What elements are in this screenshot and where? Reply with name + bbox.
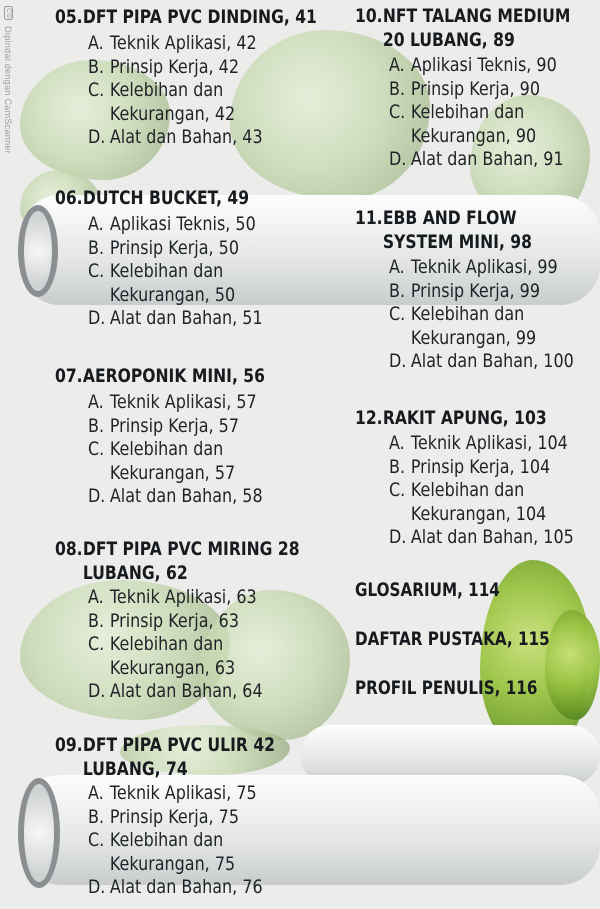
toc-chapter-11: [355, 206, 600, 374]
toc-item: A. Teknik Aplikasi, 57: [88, 391, 257, 413]
toc-item: C. Kelebihan dan: [88, 260, 224, 282]
toc-item-continuation: Kekurangan, 57: [109, 461, 236, 484]
toc-item: C. Kelebihan dan: [389, 479, 525, 501]
lettuce-image: [545, 610, 600, 720]
toc-item: B. Prinsip Kerja, 50: [88, 236, 239, 259]
toc-item: D. Alat dan Bahan, 64: [88, 680, 263, 702]
toc-item: B. Prinsip Kerja, 42: [88, 55, 239, 78]
toc-item: C. Kelebihan dan: [88, 633, 224, 655]
toc-chapter-05: [55, 5, 374, 150]
toc-item: A. Teknik Aplikasi, 104: [389, 432, 568, 454]
toc-item: C. Kelebihan dan: [88, 438, 224, 460]
toc-item-continuation: Kekurangan, 75: [109, 852, 236, 875]
toc-chapter-10: [355, 4, 600, 172]
toc-item: B. Prinsip Kerja, 57: [88, 414, 239, 437]
chapter-heading: 07.AEROPONIK MINI, 56: [55, 365, 265, 387]
toc-item-continuation: Kekurangan, 104: [410, 502, 547, 525]
toc-item: A. Teknik Aplikasi, 42: [88, 32, 257, 54]
toc-item: C. Kelebihan dan: [88, 79, 224, 101]
toc-chapter-12: [355, 406, 600, 550]
toc-chapter-07: [55, 364, 311, 509]
toc-chapter-09: [55, 733, 323, 900]
toc-chapter-08: [55, 537, 353, 704]
toc-item-continuation: Kekurangan, 99: [410, 326, 537, 349]
chapter-heading: 11.EBB AND FLOW: [355, 207, 517, 229]
pipe-end-image: [18, 205, 58, 297]
chapter-heading-continuation: 20 LUBANG, 89: [382, 29, 515, 51]
chapter-heading-continuation: SYSTEM MINI, 98: [382, 231, 532, 253]
toc-item: A. Aplikasi Teknis, 50: [88, 213, 256, 235]
chapter-heading: 05.DFT PIPA PVC DINDING, 41: [55, 6, 317, 28]
toc-item: B. Prinsip Kerja, 99: [389, 279, 540, 302]
chapter-heading: 12.RAKIT APUNG, 103: [355, 407, 547, 429]
toc-item: D. Alat dan Bahan, 100: [389, 350, 574, 372]
toc-item: D. Alat dan Bahan, 51: [88, 307, 263, 329]
toc-item-continuation: Kekurangan, 50: [109, 283, 236, 306]
camscanner-logo: CS: [5, 8, 12, 19]
toc-item: D. Alat dan Bahan, 105: [389, 526, 574, 548]
toc-item-continuation: Kekurangan, 42: [109, 102, 236, 125]
scanner-watermark: [3, 6, 13, 154]
toc-item: B. Prinsip Kerja, 63: [88, 609, 239, 632]
toc-chapter-06: [55, 186, 296, 331]
toc-item: A. Aplikasi Teknis, 90: [389, 54, 557, 76]
chapter-heading: 08.DFT PIPA PVC MIRING 28: [55, 538, 300, 560]
toc-item: D. Alat dan Bahan, 76: [88, 876, 263, 898]
toc-item: C. Kelebihan dan: [88, 829, 224, 851]
toc-item-continuation: Kekurangan, 90: [410, 124, 537, 147]
toc-item: C. Kelebihan dan: [389, 303, 525, 325]
toc-profil-penulis: PROFIL PENULIS, 116: [355, 677, 538, 699]
pipe-end-image: [18, 778, 60, 888]
chapter-heading: 10.NFT TALANG MEDIUM: [355, 5, 571, 27]
chapter-heading: 06.DUTCH BUCKET, 49: [55, 187, 250, 209]
toc-glosarium: GLOSARIUM, 114: [355, 579, 500, 601]
toc-item: D. Alat dan Bahan, 91: [389, 148, 564, 170]
toc-item: B. Prinsip Kerja, 90: [389, 77, 540, 100]
toc-item: B. Prinsip Kerja, 104: [389, 455, 551, 478]
toc-item: A. Teknik Aplikasi, 63: [88, 586, 257, 608]
toc-item: D. Alat dan Bahan, 43: [88, 126, 263, 148]
watermark-text: Dipindai dengan CamScanner: [3, 26, 13, 155]
toc-item: D. Alat dan Bahan, 58: [88, 485, 263, 507]
toc-daftar-pustaka: DAFTAR PUSTAKA, 115: [355, 628, 550, 650]
toc-item: A. Teknik Aplikasi, 75: [88, 782, 257, 804]
chapter-heading-continuation: LUBANG, 62: [82, 562, 188, 584]
chapter-heading-continuation: LUBANG, 74: [82, 758, 188, 780]
toc-item: B. Prinsip Kerja, 75: [88, 805, 239, 828]
chapter-heading: 09.DFT PIPA PVC ULIR 42: [55, 734, 276, 756]
toc-item: C. Kelebihan dan: [389, 101, 525, 123]
toc-item: A. Teknik Aplikasi, 99: [389, 256, 558, 278]
toc-item-continuation: Kekurangan, 63: [109, 656, 236, 679]
